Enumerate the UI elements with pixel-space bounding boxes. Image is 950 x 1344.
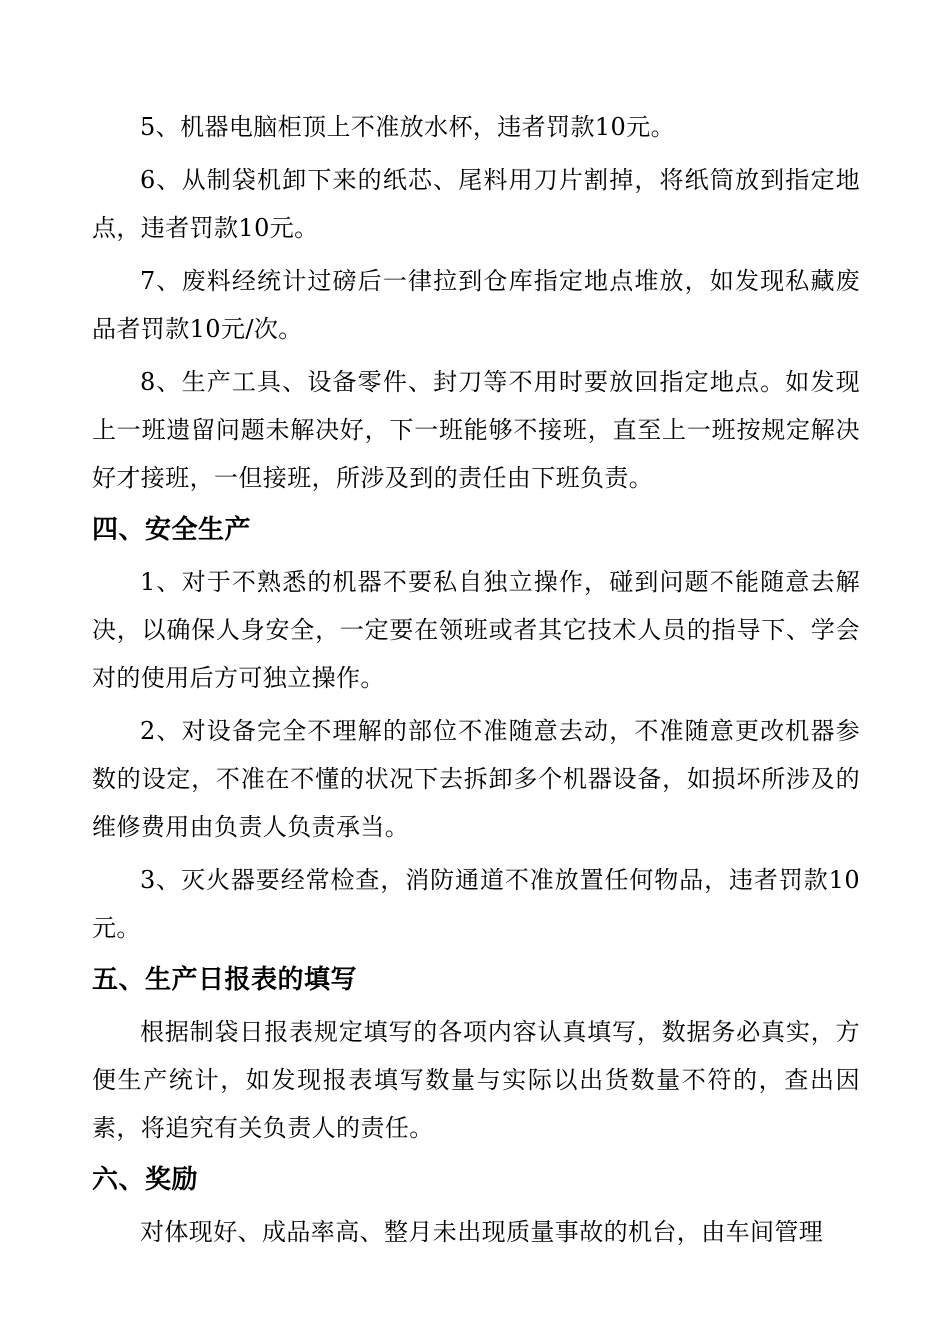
- safety-rule-1-paragraph: 1、对于不熟悉的机器不要私自独立操作，碰到问题不能随意去解决，以确保人身安全，一定要在领班或者其它技术人员的指导下、学会对的使用后方可独立操作。: [92, 568, 860, 692]
- rule-7-paragraph: 7、废料经统计过磅后一律拉到仓库指定地点堆放，如发现私藏废品者罚款10元/次。: [92, 267, 860, 343]
- rule-6-paragraph: 6、从制袋机卸下来的纸芯、尾料用刀片割掉，将纸筒放到指定地点，违者罚款10元。: [92, 166, 860, 242]
- rewards-paragraph: 对体现好、成品率高、整月未出现质量事故的机台，由车间管理: [140, 1218, 824, 1246]
- section-heading-safety: 四、安全生产: [92, 515, 252, 545]
- document-page: [92, 103, 860, 1261]
- rule-5-paragraph: 5、机器电脑柜顶上不准放水杯，违者罚款10元。: [140, 113, 676, 141]
- daily-report-paragraph: 根据制袋日报表规定填写的各项内容认真填写，数据务必真实，方便生产统计，如发现报表填写数量与实际以出货数量不符的，查出因素，将追究有关负责人的责任。: [92, 1018, 860, 1142]
- safety-rule-2-paragraph: 2、对设备完全不理解的部位不准随意去动，不准随意更改机器参数的设定，不准在不懂的状况下去拆卸多个机器设备，如损坏所涉及的维修费用由负责人负责承当。: [92, 717, 860, 841]
- section-heading-daily-report: 五、生产日报表的填写: [92, 965, 358, 995]
- safety-rule-3-paragraph: 3、灭火器要经常检查，消防通道不准放置任何物品，违者罚款10元。: [92, 866, 860, 942]
- rule-8-paragraph: 8、生产工具、设备零件、封刀等不用时要放回指定地点。如发现上一班遗留问题未解决好，下一班能够不接班，直至上一班按规定解决好才接班，一但接班，所涉及到的责任由下班负责。: [92, 368, 860, 492]
- section-heading-rewards: 六、奖励: [92, 1165, 199, 1195]
